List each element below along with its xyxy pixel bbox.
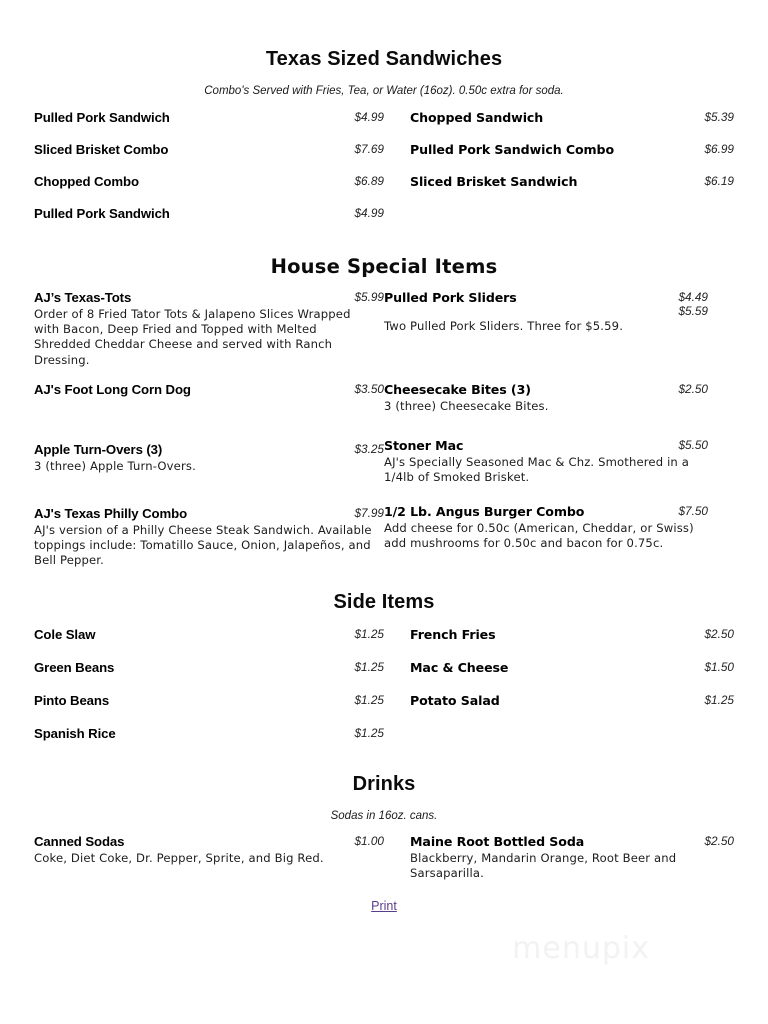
menu-item-description: AJ's Specially Seasoned Mac & Chz. Smothered in a 1/4lb of Smoked Brisket. [384,455,690,485]
menu-item-description: Coke, Diet Coke, Dr. Pepper, Sprite, and Big Red. [34,851,324,865]
menu-item-price-stack [704,660,734,674]
menu-item-name: French Fries [410,627,496,642]
menu-item [34,110,384,126]
menu-item-price-stack [704,174,734,188]
section-title: Side Items [333,591,435,613]
menu-item-price-stack [678,504,708,518]
menu-item-price: $4.49 [678,290,708,304]
menu-item-price: $7.99 [354,506,384,520]
menu-item-price: $6.99 [704,142,734,156]
menu-item [34,290,384,368]
menu-item-name: Pinto Beans [34,693,110,708]
menu-item-name: Pulled Pork Sandwich Combo [410,142,615,157]
section-column-left [34,110,384,238]
menu-item [410,142,734,158]
menu-item-price-stack [678,438,708,452]
menu-item [384,382,708,414]
menu-item-header [34,506,384,522]
menu-item-description: Add cheese for 0.50c (American, Cheddar, or Swiss) add mushrooms for 0.50c and bacon for 0.75c. [384,521,694,551]
menu-item [410,660,734,676]
menu-item-header [34,206,384,222]
menu-item-price: $3.25 [354,442,384,456]
menu-item [34,442,384,474]
menu-item [410,627,734,643]
menu-item-description: Order of 8 Fried Tator Tots & Jalapeno Slices Wrapped with Bacon, Deep Fried and Topped with Melted Shredded Cheddar Cheese and served with Ranch Dressing. [34,307,351,367]
menu-item-price: $1.25 [354,627,384,641]
menu-item-name: Canned Sodas [34,834,125,849]
menu-item-price-stack [354,290,384,304]
menu-item [410,834,734,881]
menu-item-name: Spanish Rice [34,726,116,741]
menu-item-description: 3 (three) Cheesecake Bites. [384,399,549,413]
menu-item [34,506,384,569]
menu-item-price-stack [354,442,384,456]
menu-item-name: Stoner Mac [384,438,464,453]
menu-item [34,726,384,742]
section-title: Texas Sized Sandwiches [265,48,503,70]
section-title: Drinks [352,773,416,795]
menu-item-name: Chopped Combo [34,174,139,189]
menu-item [34,174,384,190]
menu-item-header [410,110,734,126]
menu-item-price: $2.50 [704,627,734,641]
menu-item-price: $2.50 [704,834,734,848]
menu-item-name: Chopped Sandwich [410,110,544,125]
menu-item-price-stack [354,142,384,156]
print-link[interactable]: Print [371,899,397,913]
menu-item [34,142,384,158]
menu-item-name: Apple Turn-Overs (3) [34,442,163,457]
menu-item-header [410,693,734,709]
menu-item-header [34,693,384,709]
menu-item-price: $1.25 [354,693,384,707]
menu-item-name: Pulled Pork Sliders [384,290,517,305]
menu-item-price-stack [704,627,734,641]
menu-item [410,693,734,709]
section-column-left [34,834,384,881]
menu-item-price: $5.59 [678,304,708,318]
menu-item-header [384,504,708,520]
menu-item-header [34,627,384,643]
menu-item-header [410,834,734,850]
menu-item-price: $2.50 [678,382,708,396]
menu-item-description: AJ's version of a Philly Cheese Steak Sandwich. Available toppings include: Tomatillo Sauce, Onion, Jalapeños, and Bell Pepper. [34,523,372,568]
menu-item-header [34,174,384,190]
section-columns [34,627,734,759]
menu-item-price: $4.99 [354,110,384,124]
menu-item-header [384,290,708,318]
menu-item-header [410,627,734,643]
menu-item-price: $1.25 [354,726,384,740]
menu-item-price: $1.00 [354,834,384,848]
menu-item-name: Sliced Brisket Combo [34,142,169,157]
menu-item-name: Cole Slaw [34,627,96,642]
menu-item-price: $7.69 [354,142,384,156]
menu-item-header [34,660,384,676]
section-column-left [34,290,384,568]
menu-item-price: $5.39 [704,110,734,124]
menu-item-header [410,660,734,676]
menu-item-price: $1.50 [704,660,734,674]
menu-item-name: Mac & Cheese [410,660,509,675]
menu-item-name: Potato Salad [410,693,500,708]
menupix-watermark: menupix [512,931,650,966]
menu-item-price-stack [704,693,734,707]
menu-item-header [410,142,734,158]
section-columns [34,290,734,568]
menu-item [34,206,384,222]
menu-item-description: Blackberry, Mandarin Orange, Root Beer and Sarsaparilla. [410,851,677,881]
menu-item [34,627,384,643]
section-subtitle: Combo's Served with Fries, Tea, or Water (16oz). 0.50c extra for soda. [204,85,564,97]
menu-item-price: $7.50 [678,504,708,518]
menu-item-name: Cheesecake Bites (3) [384,382,531,397]
menu-item-price-stack [354,660,384,674]
menu-item-name: AJ’s Texas-Tots [34,290,132,305]
section-column-right [384,834,734,881]
menu-item-name: Maine Root Bottled Soda [410,834,585,849]
menu-item-header [34,290,384,306]
menu-item-price-stack [354,206,384,220]
menu-item-description: Two Pulled Pork Sliders. Three for $5.59. [384,319,624,333]
menu-item-price-stack [354,834,384,848]
menu-item-header [384,438,708,454]
menu-item-price-stack [704,142,734,156]
menu-item-price-stack [354,382,384,396]
menu-item-header [410,174,734,190]
menu-item-price: $3.50 [354,382,384,396]
menu-item-price-stack [704,110,734,124]
menu-item-price: $5.99 [354,290,384,304]
menu-item-price: $1.25 [704,693,734,707]
section-title: House Special Items [270,255,498,278]
menu-item [34,660,384,676]
menu-item-header [34,442,384,458]
menu-item-price-stack [354,726,384,740]
print-area [34,897,734,915]
section-column-right [384,290,734,550]
menu-item-name: Pulled Pork Sandwich [34,110,170,125]
menu-item-name: AJ's Texas Philly Combo [34,506,188,521]
section-columns [34,834,734,881]
section-column-left [34,627,384,759]
menu-item-name: AJ's Foot Long Corn Dog [34,382,191,397]
menu-item-name: Green Beans [34,660,115,675]
section-subtitle: Sodas in 16oz. cans. [330,810,438,822]
section-columns [34,110,734,238]
menu-item-price-stack [354,693,384,707]
menu-item-header [34,142,384,158]
menu-item-price-stack [678,290,708,318]
menu-item-price-stack [354,627,384,641]
menu-item-price: $4.99 [354,206,384,220]
menu-item-header [384,382,708,398]
menu-item [34,693,384,709]
menu-item-price-stack [354,174,384,188]
section-column-right [384,110,734,238]
menu-item-name: Pulled Pork Sandwich [34,206,170,221]
menu-item [384,504,708,551]
menu-item-header [34,110,384,126]
menu-item-header [34,834,384,850]
menu-item-price: $5.50 [678,438,708,452]
menu-item [384,290,708,334]
menu-item-header [34,726,384,742]
menu-item [384,438,708,485]
menu-item-price: $1.25 [354,660,384,674]
section-column-right [384,627,734,759]
menu-item [410,174,734,190]
menu-item-price-stack [678,382,708,396]
menu-item-price-stack [354,506,384,520]
menu-item-header [34,382,384,398]
menu-item-description: 3 (three) Apple Turn-Overs. [34,459,196,473]
menu-item-price: $6.19 [704,174,734,188]
menu-item-name: Sliced Brisket Sandwich [410,174,578,189]
menu-item-price-stack [704,834,734,848]
watermark-faint-line: ···· ····· ··· ·· ·· [526,918,644,928]
menu-item-name: 1/2 Lb. Angus Burger Combo [384,504,585,519]
menu-item [34,382,384,398]
menu-item [410,110,734,126]
menu-item-price: $6.89 [354,174,384,188]
menu-item [34,834,384,866]
menu-item-price-stack [354,110,384,124]
